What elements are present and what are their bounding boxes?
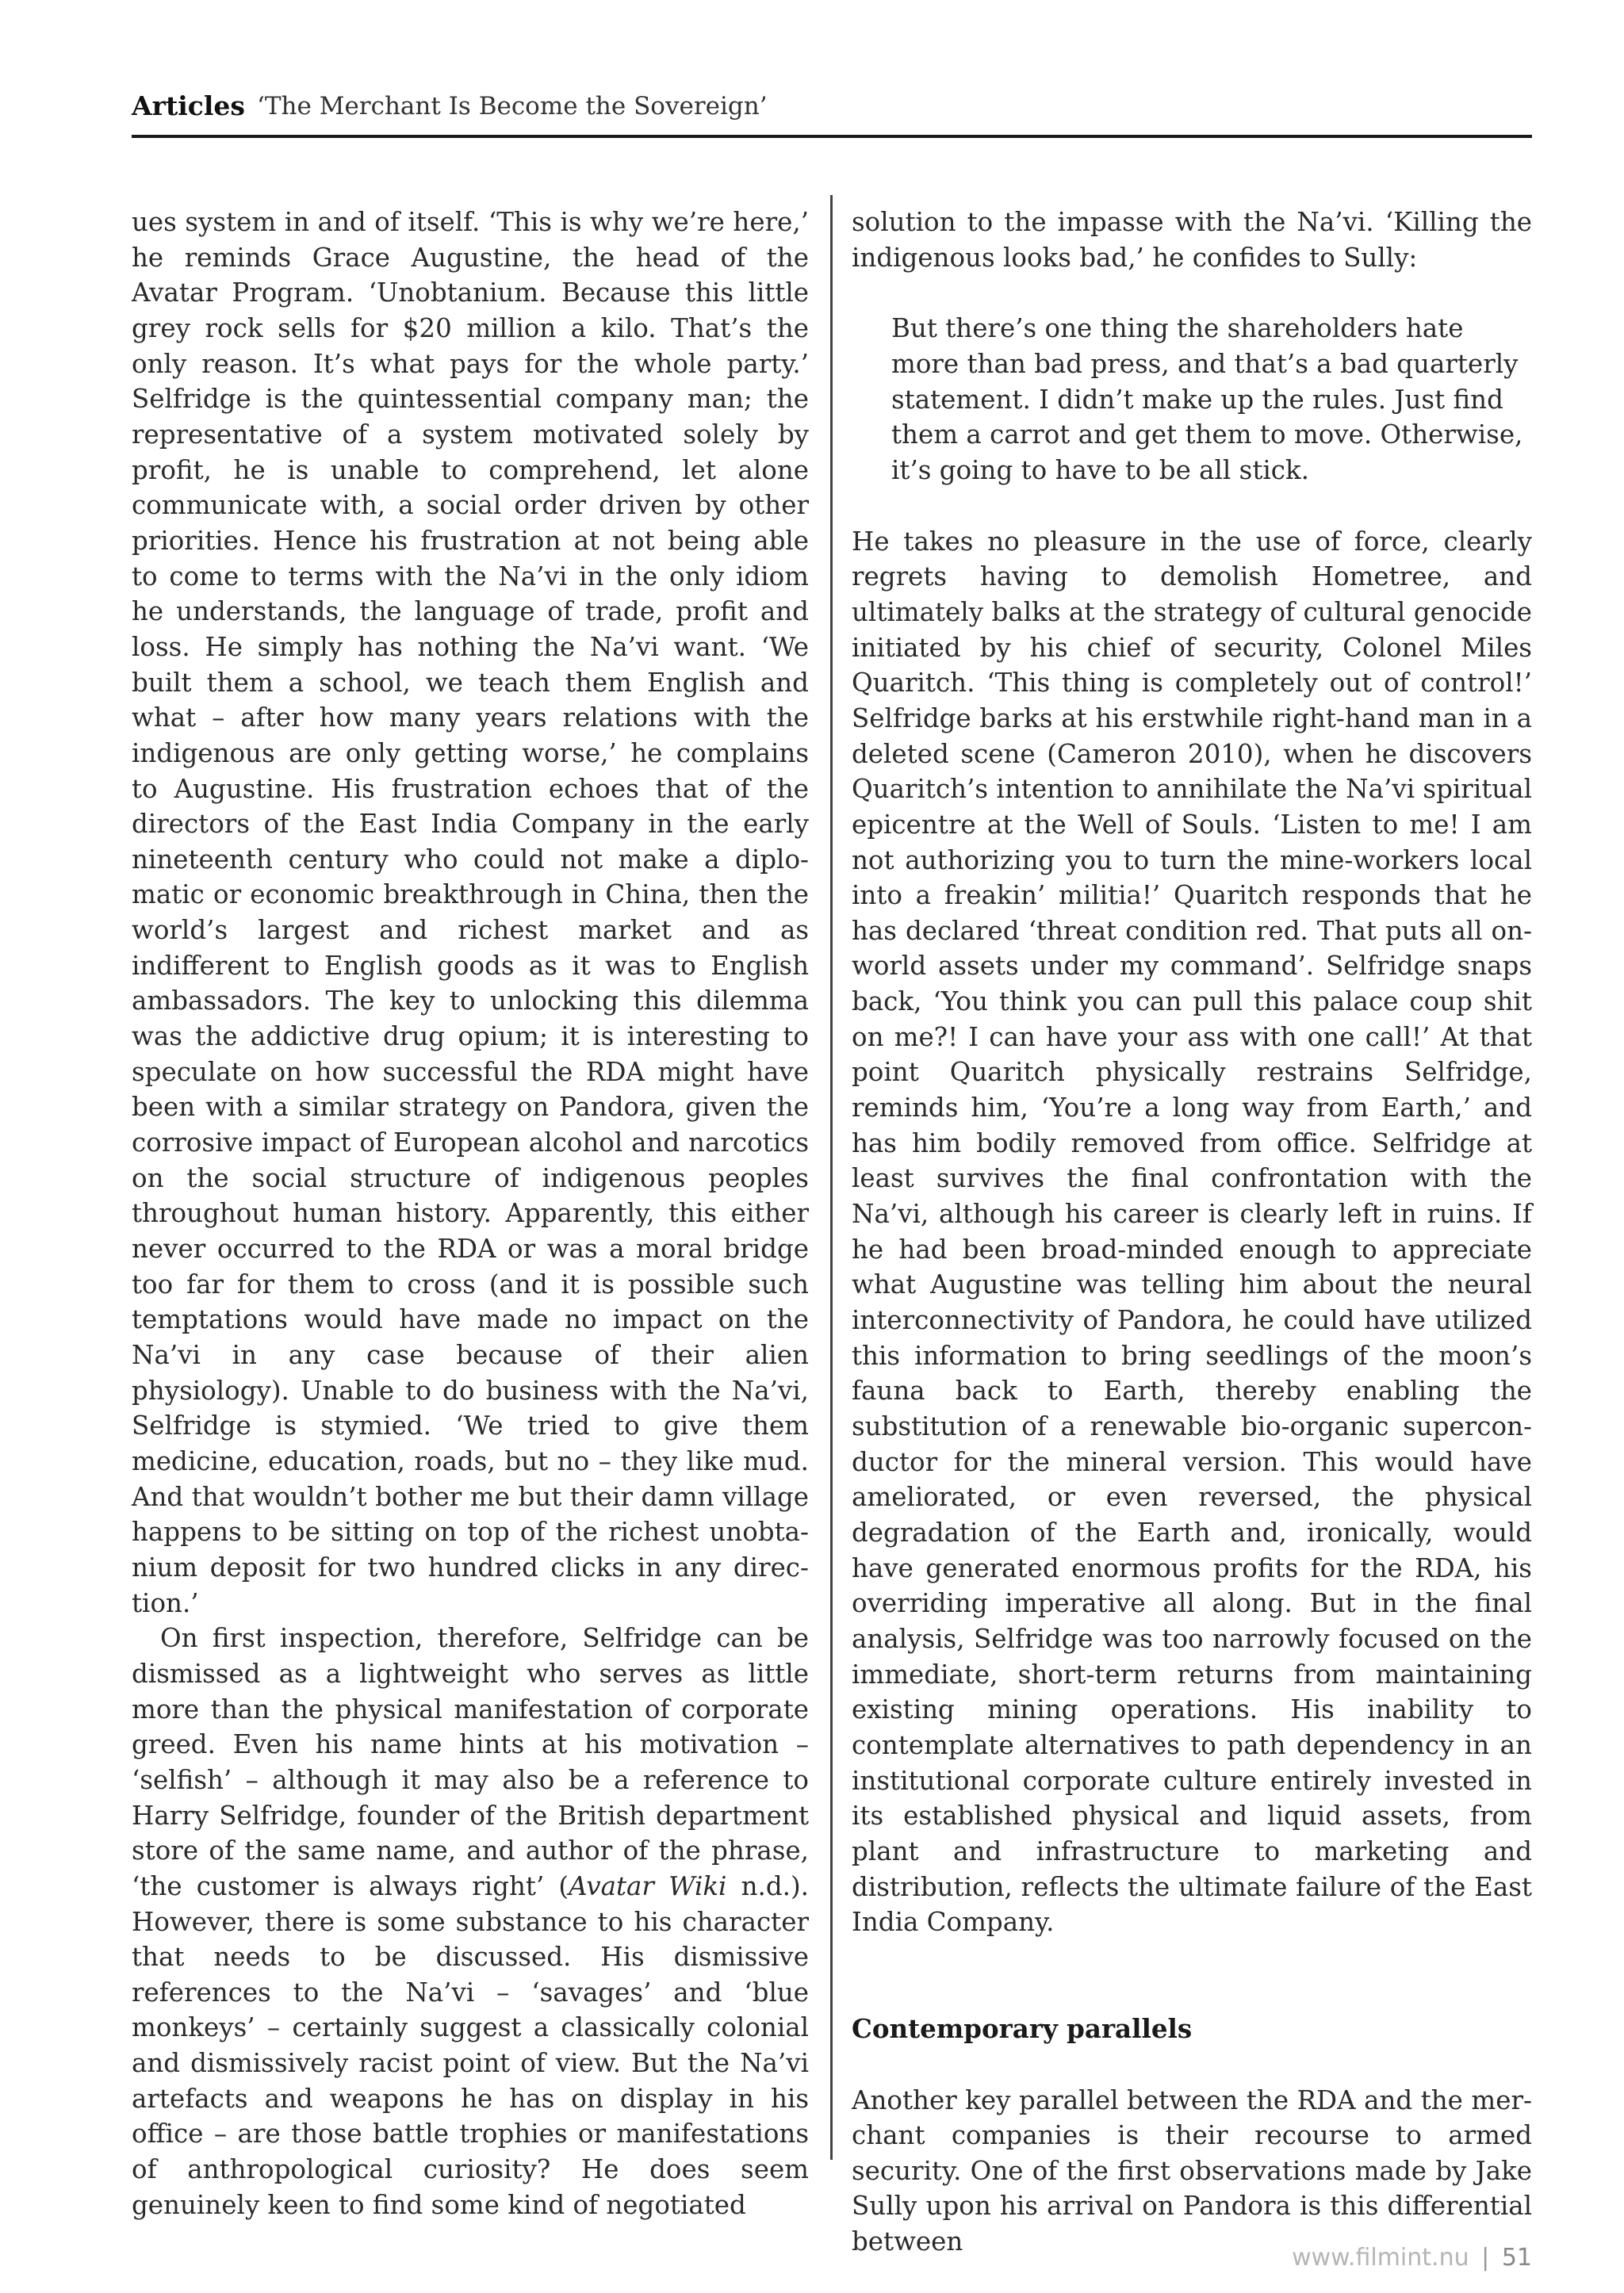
page-number: 51: [1501, 2244, 1532, 2272]
body-paragraph: He takes no pleasure in the use of force, clearly regrets having to demolish Hometree, and ultimately balks at the strategy of cultural genocide initiated by his chief of security, Colonel Miles Quaritch. ‘This thing is completely out of control!’ Selfridge barks at his erstwhile right-hand man in a deleted scene (Cameron 2010), when he discovers Quaritch’s intention to annihilate the Na’vi spiritual epicentre at the Well of Souls. ‘Listen to me! I am not authorizing you to turn the mine-workers local into a freakin’ militia!’ Quaritch responds that he has declared ‘threat condition red. That puts all on-world assets under my command’. Selfridge snaps back, ‘You think you can pull this palace coup shit on me?! I can have your ass with one call!’ At that point Quaritch physically restrains Selfridge, reminds him, ‘You’re a long way from Earth,’ and has him bodily removed from office. Selfridge at least survives the final confrontation with the Na’vi, although his career is clearly left in ruins. If he had been broad-minded enough to appreciate what Augustine was telling him about the neural interconnectivity of Pandora, he could have utilized this information to bring seedlings of the moon’s fauna back to Earth, thereby enabling the substitution of a renewable bio-organic superconductor for the mineral version. This would have ameliorated, or even reversed, the physical degradation of the Earth and, ironically, would have generated enormous profits for the RDA, his overriding imperative all along. But in the final analysis, Selfridge was too narrowly focused on the immediate, short-term returns from maintaining existing mining operations. His inability to contemplate alternatives to path dependency in an institutional corporate culture entirely invested in its established physical and liquid assets, from plant and infrastructure to marketing and distribution, reflects the ultimate failure of the East India Company.: [852, 526, 1532, 1938]
header-section-label: Articles: [132, 90, 245, 121]
paragraph-text: n.d.). However, there is some substance to his character that needs to be discussed. His dismissive references to the Na’vi – ‘savages’ and ‘blue monkeys’ – certainly suggest a classically colonial and dismissively racist point of view. But the Na’vi artefacts and weapons he has on display in his office – are those battle trophies or manifestations of anthropological curiosity? He does seem genuinely keen to find some kind of negotiated: [132, 1870, 809, 2220]
italic-citation: Avatar Wiki: [569, 1870, 727, 1901]
body-paragraph: solution to the impasse with the Na’vi. ‘Killing the indigenous looks bad,’ he confides to Sully:: [852, 207, 1532, 273]
running-header: [132, 87, 1532, 138]
left-column: [132, 205, 809, 2222]
body-paragraph: [132, 1621, 809, 2222]
body-paragraph: Another key parallel between the RDA and the merchant companies is their recourse to armed security. One of the first observations made by Jake Sully upon his arrival on Pandora is this differential between: [852, 2084, 1532, 2257]
column-divider: [830, 195, 833, 2160]
footer-url: www.filmint.nu: [1292, 2244, 1469, 2272]
footer-separator: |: [1481, 2244, 1490, 2272]
block-quote: But there’s one thing the shareholders hate more than bad press, and that’s a bad quarterly statement. I didn’t make up the rules. Just find them a carrot and get them to move. Otherwise, it’s going to have to be all stick.: [891, 313, 1523, 485]
right-column: [852, 205, 1532, 2260]
header-article-title: ‘The Merchant Is Become the Sovereign’: [257, 92, 768, 121]
paragraph-text: On first inspection, therefore, Selfridge can be dismissed as a lightweight who serves as little more than the physical manifestation of corporate greed. Even his name hints at his motivation – ‘selfish’ – although it may also be a reference to Harry Selfridge, founder of the British department store of the same name, and author of the phrase, ‘the customer is always right’ (: [132, 1623, 809, 1901]
section-heading: Contemporary parallels: [852, 2012, 1193, 2044]
body-paragraph: ues system in and of itself. ‘This is why we’re here,’ he reminds Grace Augustine, the head of the Avatar Program. ‘Unobtanium. Because this little grey rock sells for $20 million a kilo. That’s the only reason. It’s what pays for the whole party.’ Selfridge is the quintessential company man; the representative of a system motivated solely by profit, he is unable to comprehend, let alone communicate with, a social order driven by other priorities. Hence his frustration at not being able to come to terms with the Na’vi in the only idiom he understands, the language of trade, profit and loss. He simply has nothing the Na’vi want. ‘We built them a school, we teach them English and what – after how many years relations with the indigenous are only getting worse,’ he complains to Augustine. His frustration echoes that of the directors of the East India Company in the early nineteenth century who could not make a diplomatic or economic breakthrough in China, then the world’s largest and richest market and as indifferent to English goods as it was to English ambassadors. The key to unlocking this dilemma was the addictive drug opium; it is interesting to speculate on how successful the RDA might have been with a similar strategy on Pandora, given the corrosive impact of European alcohol and narcotics on the social structure of indigenous peoples throughout human history. Apparently, this either never occurred to the RDA or was a moral bridge too far for them to cross (and it is possible such temptations would have made no impact on the Na’vi in any case because of their alien physiology). Unable to do business with the Na’vi, Selfridge is stymied. ‘We tried to give them medicine, education, roads, but no – they like mud. And that wouldn’t bother me but their damn village happens to be sitting on top of the richest unobtanium deposit for two hundred clicks in any direction.’: [132, 207, 809, 1618]
page-footer: [1292, 2244, 1532, 2272]
